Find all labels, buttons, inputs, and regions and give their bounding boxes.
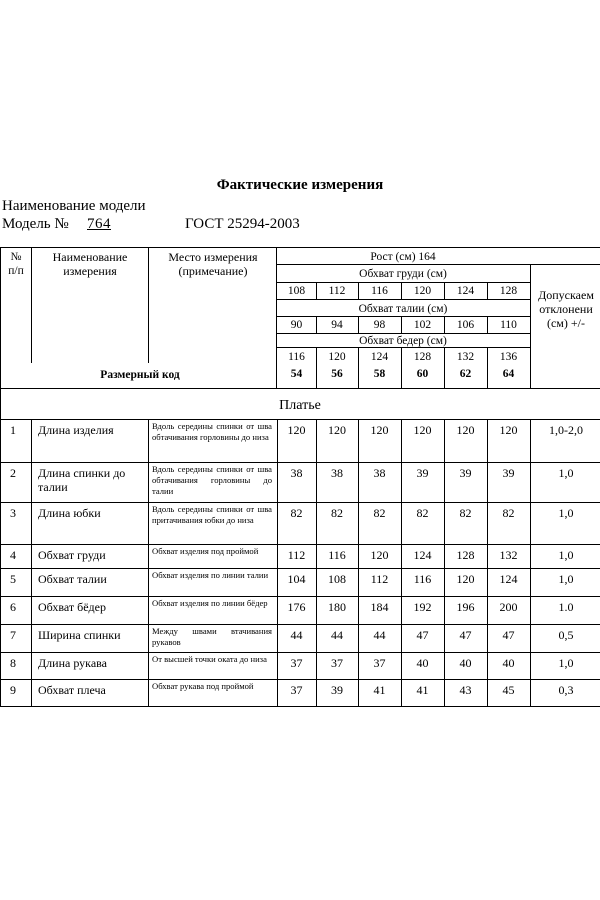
- row-value: 37: [290, 683, 303, 697]
- section-label: Платье: [279, 398, 321, 413]
- waist-size: 90: [290, 319, 303, 331]
- row-tolerance: 1.0: [558, 600, 574, 614]
- header-no-pp: п/п: [8, 265, 24, 277]
- row-value: 120: [328, 423, 346, 437]
- row-place: Обхват изделия по линии бёдер: [152, 598, 268, 608]
- row-value: 108: [328, 572, 346, 586]
- header-hips-label: Обхват бедер (см): [359, 335, 447, 347]
- row-name: Длина спинки до талии: [38, 466, 126, 494]
- row-value: 38: [331, 466, 343, 480]
- row-divider: [0, 624, 600, 625]
- row-value: 200: [499, 600, 518, 614]
- measurements-table: [0, 246, 600, 708]
- hips-size: 120: [328, 351, 346, 363]
- row-value: 192: [413, 600, 432, 614]
- row-value: 47: [502, 628, 515, 642]
- row-value: 82: [373, 506, 386, 520]
- page-title: Фактические измерения: [216, 177, 384, 193]
- row-divider: [0, 679, 600, 680]
- row-divider: [0, 544, 600, 545]
- header-no-symbol: №: [10, 251, 22, 263]
- row-value: 104: [287, 572, 306, 586]
- header-line: [276, 316, 530, 317]
- row-value: 40: [416, 656, 429, 670]
- row-place: Между швами втачивания рукавов: [152, 626, 272, 648]
- row-value: 41: [373, 683, 386, 697]
- header-bottom-line: [0, 388, 600, 389]
- row-value: 44: [290, 628, 303, 642]
- row-value: 37: [373, 656, 386, 670]
- hips-size: 128: [413, 351, 432, 363]
- row-value: 43: [459, 683, 472, 697]
- header-place: Место измерения (примечание): [168, 250, 258, 278]
- row-value: 120: [499, 423, 518, 437]
- row-value: 196: [456, 600, 475, 614]
- row-value: 39: [416, 466, 429, 480]
- waist-size: 98: [373, 319, 386, 331]
- row-name: Обхват бёдер: [38, 600, 106, 614]
- hips-size: 136: [499, 351, 518, 363]
- chest-size: 120: [413, 285, 432, 297]
- row-place: Обхват изделия под проймой: [152, 546, 259, 556]
- row-name: Длина изделия: [38, 423, 114, 437]
- row-tolerance: 1,0: [558, 466, 574, 480]
- row-place: Вдоль середины спинки от шва обтачивания горловины до низа: [152, 421, 272, 443]
- table-left-border: [0, 247, 1, 706]
- row-value: 37: [331, 656, 343, 670]
- row-value: 120: [287, 423, 306, 437]
- waist-size: 94: [331, 319, 343, 331]
- waist-size: 106: [456, 319, 475, 331]
- size-code: 62: [459, 368, 472, 380]
- header-height: Рост (см) 164: [370, 251, 436, 263]
- row-value: 37: [290, 656, 303, 670]
- row-tolerance: 1,0: [558, 506, 574, 520]
- row-value: 82: [459, 506, 472, 520]
- row-value: 44: [331, 628, 343, 642]
- row-value: 82: [416, 506, 429, 520]
- row-divider: [0, 652, 600, 653]
- row-value: 44: [373, 628, 386, 642]
- row-value: 82: [290, 506, 303, 520]
- row-value: 112: [370, 572, 389, 586]
- chest-size: 116: [371, 285, 388, 297]
- row-tolerance: 0,5: [558, 628, 574, 642]
- row-value: 39: [459, 466, 472, 480]
- row-value: 124: [413, 548, 432, 562]
- col-divider: [148, 247, 149, 363]
- hips-size: 124: [370, 351, 389, 363]
- size-code: 54: [290, 368, 303, 380]
- row-number: 7: [10, 628, 16, 642]
- row-number: 3: [10, 506, 16, 520]
- row-divider: [0, 596, 600, 597]
- model-number-label: Модель №: [2, 216, 69, 232]
- row-number: 4: [10, 548, 16, 562]
- row-value: 47: [416, 628, 429, 642]
- row-value: 180: [328, 600, 346, 614]
- row-place: От высшей точки оката до низа: [152, 654, 267, 664]
- row-value: 184: [370, 600, 389, 614]
- row-value: 82: [331, 506, 343, 520]
- row-value: 116: [328, 548, 346, 562]
- row-name: Обхват талии: [38, 572, 107, 586]
- row-value: 38: [290, 466, 303, 480]
- col-divider: [31, 247, 32, 363]
- row-value: 116: [413, 572, 432, 586]
- row-value: 120: [370, 548, 389, 562]
- body-col-divider: [530, 419, 531, 706]
- row-value: 124: [499, 572, 518, 586]
- row-name: Длина юбки: [38, 506, 101, 520]
- header-line: [276, 282, 530, 283]
- body-col-divider: [148, 419, 149, 706]
- row-tolerance: 1,0-2,0: [549, 423, 583, 437]
- waist-size: 102: [413, 319, 432, 331]
- model-number-value: 764: [87, 216, 111, 232]
- row-divider: [0, 568, 600, 569]
- chest-size: 112: [328, 285, 346, 297]
- row-name: Обхват груди: [38, 548, 106, 562]
- row-place: Вдоль середины спинки от шва притачивания юбки до низа: [152, 504, 272, 526]
- row-name: Длина рукава: [38, 656, 107, 670]
- chest-size: 124: [456, 285, 475, 297]
- size-code: 64: [502, 368, 515, 380]
- row-value: 120: [413, 423, 432, 437]
- row-value: 176: [287, 600, 306, 614]
- row-value: 120: [456, 572, 475, 586]
- header-chest-label: Обхват груди (см): [359, 268, 447, 280]
- row-value: 47: [459, 628, 472, 642]
- row-place: Вдоль середины спинки от шва обтачивания горловины до талии: [152, 464, 272, 497]
- header-line: [276, 264, 600, 265]
- row-value: 112: [287, 548, 306, 562]
- row-value: 40: [502, 656, 515, 670]
- row-value: 39: [502, 466, 515, 480]
- row-value: 41: [416, 683, 429, 697]
- chest-size: 108: [287, 285, 306, 297]
- row-value: 39: [331, 683, 343, 697]
- body-col-divider: [31, 419, 32, 706]
- table-bottom-border: [0, 706, 600, 707]
- row-number: 8: [10, 656, 16, 670]
- row-number: 5: [10, 572, 16, 586]
- size-code: 60: [416, 368, 429, 380]
- row-place: Обхват рукава под проймой: [152, 681, 254, 691]
- header-name: Наименование измерения: [52, 250, 128, 278]
- row-value: 120: [456, 423, 475, 437]
- row-value: 40: [459, 656, 472, 670]
- row-value: 128: [456, 548, 475, 562]
- row-number: 1: [10, 423, 16, 437]
- tolerance-divider: [530, 264, 531, 388]
- hips-size: 132: [456, 351, 475, 363]
- row-value: 132: [499, 548, 518, 562]
- row-tolerance: 1,0: [558, 548, 574, 562]
- row-divider: [0, 502, 600, 503]
- row-number: 9: [10, 683, 16, 697]
- row-tolerance: 1,0: [558, 572, 574, 586]
- waist-size: 110: [500, 319, 517, 331]
- size-code: 56: [331, 368, 343, 380]
- standard-label: ГОСТ 25294-2003: [185, 216, 300, 232]
- header-size-code-label: Размерный код: [100, 369, 180, 381]
- header-tolerance: Допускаем отклонени (см) +/-: [538, 288, 594, 330]
- row-value: 120: [370, 423, 389, 437]
- row-tolerance: 0,3: [558, 683, 574, 697]
- header-waist-label: Обхват талии (см): [358, 303, 448, 315]
- size-code: 58: [373, 368, 386, 380]
- model-name-label: Наименование модели: [2, 198, 146, 214]
- row-tolerance: 1,0: [558, 656, 574, 670]
- row-number: 2: [10, 466, 16, 480]
- row-value: 38: [373, 466, 386, 480]
- row-name: Обхват плеча: [38, 683, 106, 697]
- row-name: Ширина спинки: [38, 628, 121, 642]
- row-value: 82: [502, 506, 515, 520]
- hips-size: 116: [288, 351, 305, 363]
- header-line: [276, 299, 530, 300]
- row-divider: [0, 462, 600, 463]
- table-top-border: [0, 247, 600, 248]
- chest-size: 128: [499, 285, 518, 297]
- row-number: 6: [10, 600, 16, 614]
- row-place: Обхват изделия по линии талии: [152, 570, 269, 580]
- row-value: 45: [502, 683, 515, 697]
- section-line: [0, 419, 600, 420]
